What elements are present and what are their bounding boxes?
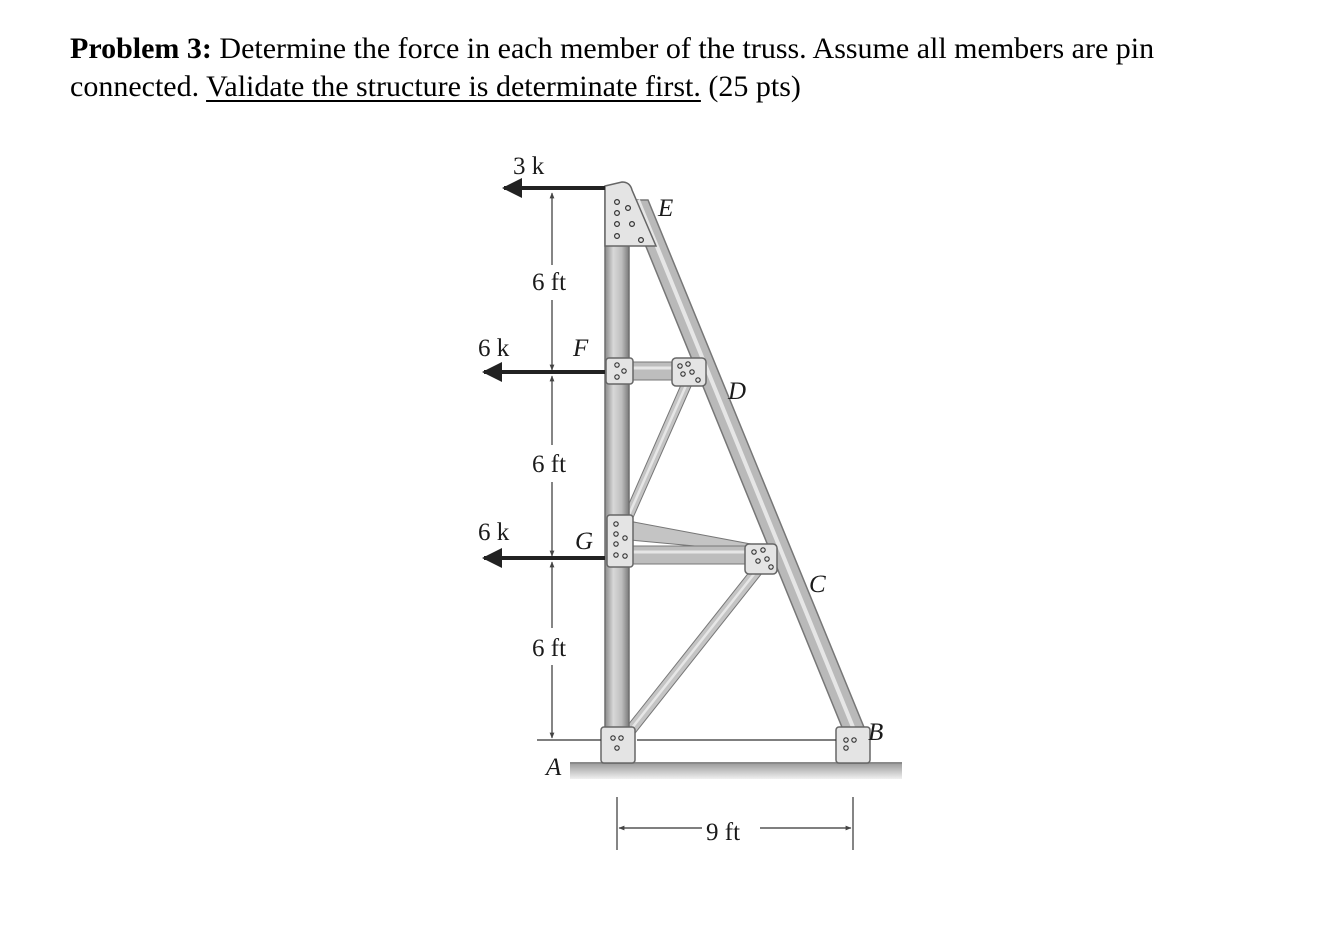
dimension-label-middle: 6 ft xyxy=(532,451,567,478)
member-EB xyxy=(627,200,868,737)
gusset-C xyxy=(745,544,777,574)
dimension-label-top: 6 ft xyxy=(532,269,567,296)
joint-label-F: F xyxy=(573,335,589,362)
load-label-G: 6 k xyxy=(478,519,510,546)
joint-label-G: G xyxy=(575,528,594,555)
joint-label-D: D xyxy=(728,378,747,405)
dimension-label-bottom: 6 ft xyxy=(532,635,567,662)
problem-text: Determine the force in each member of the truss. Assume all members are pin connected. xyxy=(70,32,1155,103)
dimension-label-base: 9 ft xyxy=(706,819,741,846)
joint-label-B: B xyxy=(868,719,884,746)
support-A xyxy=(601,727,635,763)
gusset-D xyxy=(672,358,706,386)
load-label-E: 3 k xyxy=(513,153,545,180)
member-GC-horizontal xyxy=(615,546,763,564)
problem-underlined-instruction: Validate the structure is determinate first. xyxy=(206,70,701,103)
member-GD xyxy=(624,378,692,520)
member-column-EA xyxy=(605,190,629,746)
joint-label-C: C xyxy=(809,571,826,598)
problem-points: (25 pts) xyxy=(700,70,801,103)
member-AC xyxy=(624,561,766,737)
joint-label-A: A xyxy=(546,754,562,781)
ground xyxy=(570,763,902,779)
support-B xyxy=(836,727,870,763)
load-label-F: 6 k xyxy=(478,335,510,362)
problem-number: Problem 3: xyxy=(70,32,212,65)
gusset-F xyxy=(606,358,633,384)
joint-label-E: E xyxy=(658,195,674,222)
gusset-G xyxy=(607,515,633,567)
